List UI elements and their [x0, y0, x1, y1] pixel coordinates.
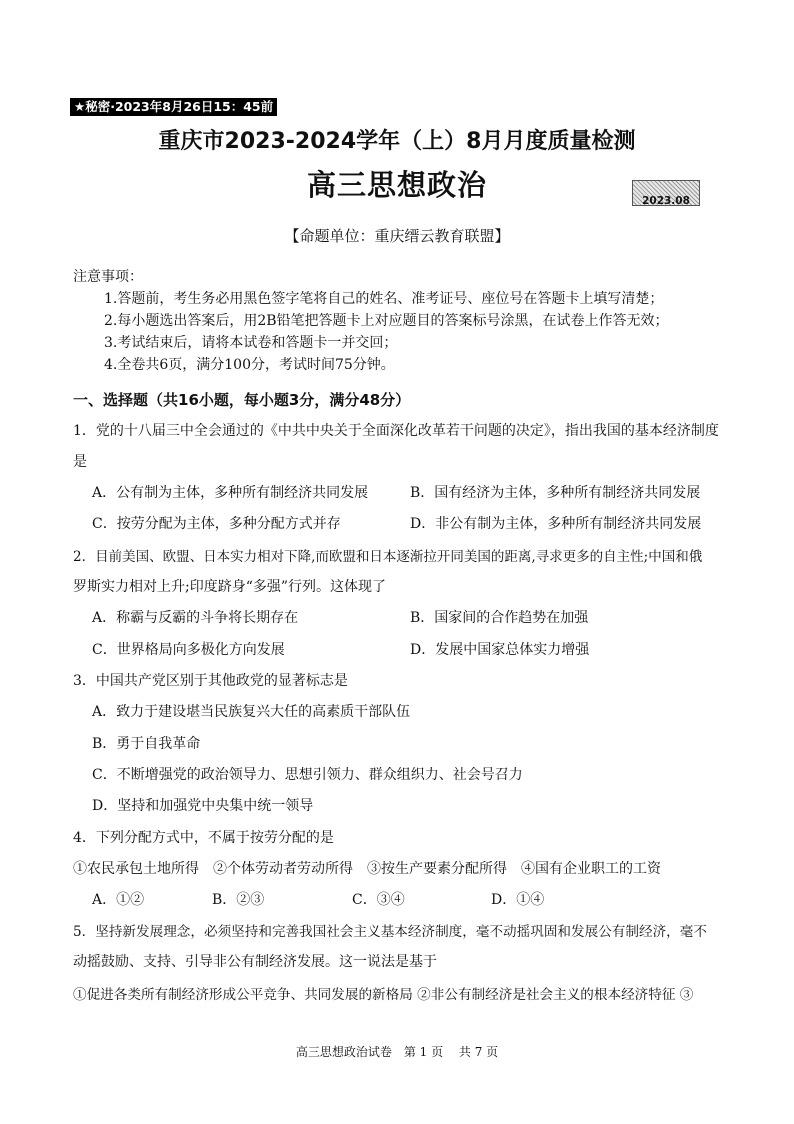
option-a: A．称霸与反霸的斗争将长期存在	[92, 610, 299, 626]
notice-item: 2.每小题选出答案后，用2B铅笔把答题卡上对应题目的答案标号涂黑，在试卷上作答无效；	[104, 313, 669, 329]
option-b: B．国家间的合作趋势在加强	[410, 610, 589, 626]
question-stem: 1．党的十八届三中全会通过的《中共中央关于全面深化改革若干问题的决定》，指出我国的基本经济制度	[73, 423, 719, 439]
question-stem: 是	[73, 454, 87, 470]
exam-title: 重庆市2023-2024学年（上）8月月度质量检测	[158, 129, 636, 154]
option-d: D．①④	[491, 892, 545, 908]
option-c: C．世界格局向多极化方向发展	[92, 642, 285, 658]
question-stem: 罗斯实力相对上升;印度跻身“多强”行列。这体现了	[73, 579, 387, 595]
option-c: C．不断增强党的政治领导力、思想引领力、群众组织力、社会号召力	[92, 767, 523, 783]
option-b: B．国有经济为主体，多种所有制经济共同发展	[410, 485, 701, 501]
setting-unit: 【命题单位：重庆缙云教育联盟】	[284, 227, 510, 245]
option-c: C．按劳分配为主体，多种分配方式并存	[92, 516, 341, 532]
option-a: A．致力于建设堪当民族复兴大任的高素质干部队伍	[92, 704, 411, 720]
question-statements: ①农民承包土地所得 ②个体劳动者劳动所得 ③按生产要素分配所得 ④国有企业职工的工资	[73, 861, 661, 877]
page-footer: 高三思想政治试卷 第 1 页 共 7 页	[295, 1045, 499, 1059]
option-c: C．③④	[352, 892, 405, 908]
option-d: D．发展中国家总体实力增强	[410, 642, 590, 658]
question-stem: 5．坚持新发展理念，必须坚持和完善我国社会主义基本经济制度，毫不动摇巩固和发展公有制经济，毫不	[73, 924, 707, 940]
date-stamp: 2023.08	[632, 180, 700, 206]
question-statements: ①促进各类所有制经济形成公平竞争、共同发展的新格局 ②非公有制经济是社会主义的根本经济特征 ③	[73, 987, 694, 1003]
question-stem: 4．下列分配方式中，不属于按劳分配的是	[73, 830, 334, 846]
option-a: A．公有制为主体，多种所有制经济共同发展	[92, 485, 369, 501]
notice-item: 1.答题前，考生务必用黑色签字笔将自己的姓名、准考证号、座位号在答题卡上填写清楚；	[104, 291, 664, 307]
question-stem: 动摇鼓励、支持、引导非公有制经济发展。这一说法是基于	[73, 954, 437, 970]
option-d: D．坚持和加强党中央集中统一领导	[92, 798, 314, 814]
option-d: D．非公有制为主体，多种所有制经济共同发展	[410, 516, 702, 532]
question-stem: 3．中国共产党区别于其他政党的显著标志是	[73, 673, 348, 689]
section-heading: 一、选择题（共16小题，每小题3分，满分48分）	[73, 391, 411, 409]
notice-heading: 注意事项：	[73, 269, 143, 285]
notice-item: 4.全卷共6页，满分100分，考试时间75分钟。	[104, 357, 395, 373]
confidential-label: ★秘密·2023年8月26日15：45前	[70, 98, 277, 116]
notice-item: 3.考试结束后，请将本试卷和答题卡一并交回；	[104, 335, 398, 351]
option-b: B．②③	[212, 892, 265, 908]
question-stem: 2．目前美国、欧盟、日本实力相对下降,而欧盟和日本逐渐拉开同美国的距离,寻求更多的自主性;中国和俄	[73, 549, 703, 565]
subject-title: 高三思想政治	[306, 168, 487, 202]
option-a: A．①②	[92, 892, 145, 908]
option-b: B．勇于自我革命	[92, 736, 201, 752]
